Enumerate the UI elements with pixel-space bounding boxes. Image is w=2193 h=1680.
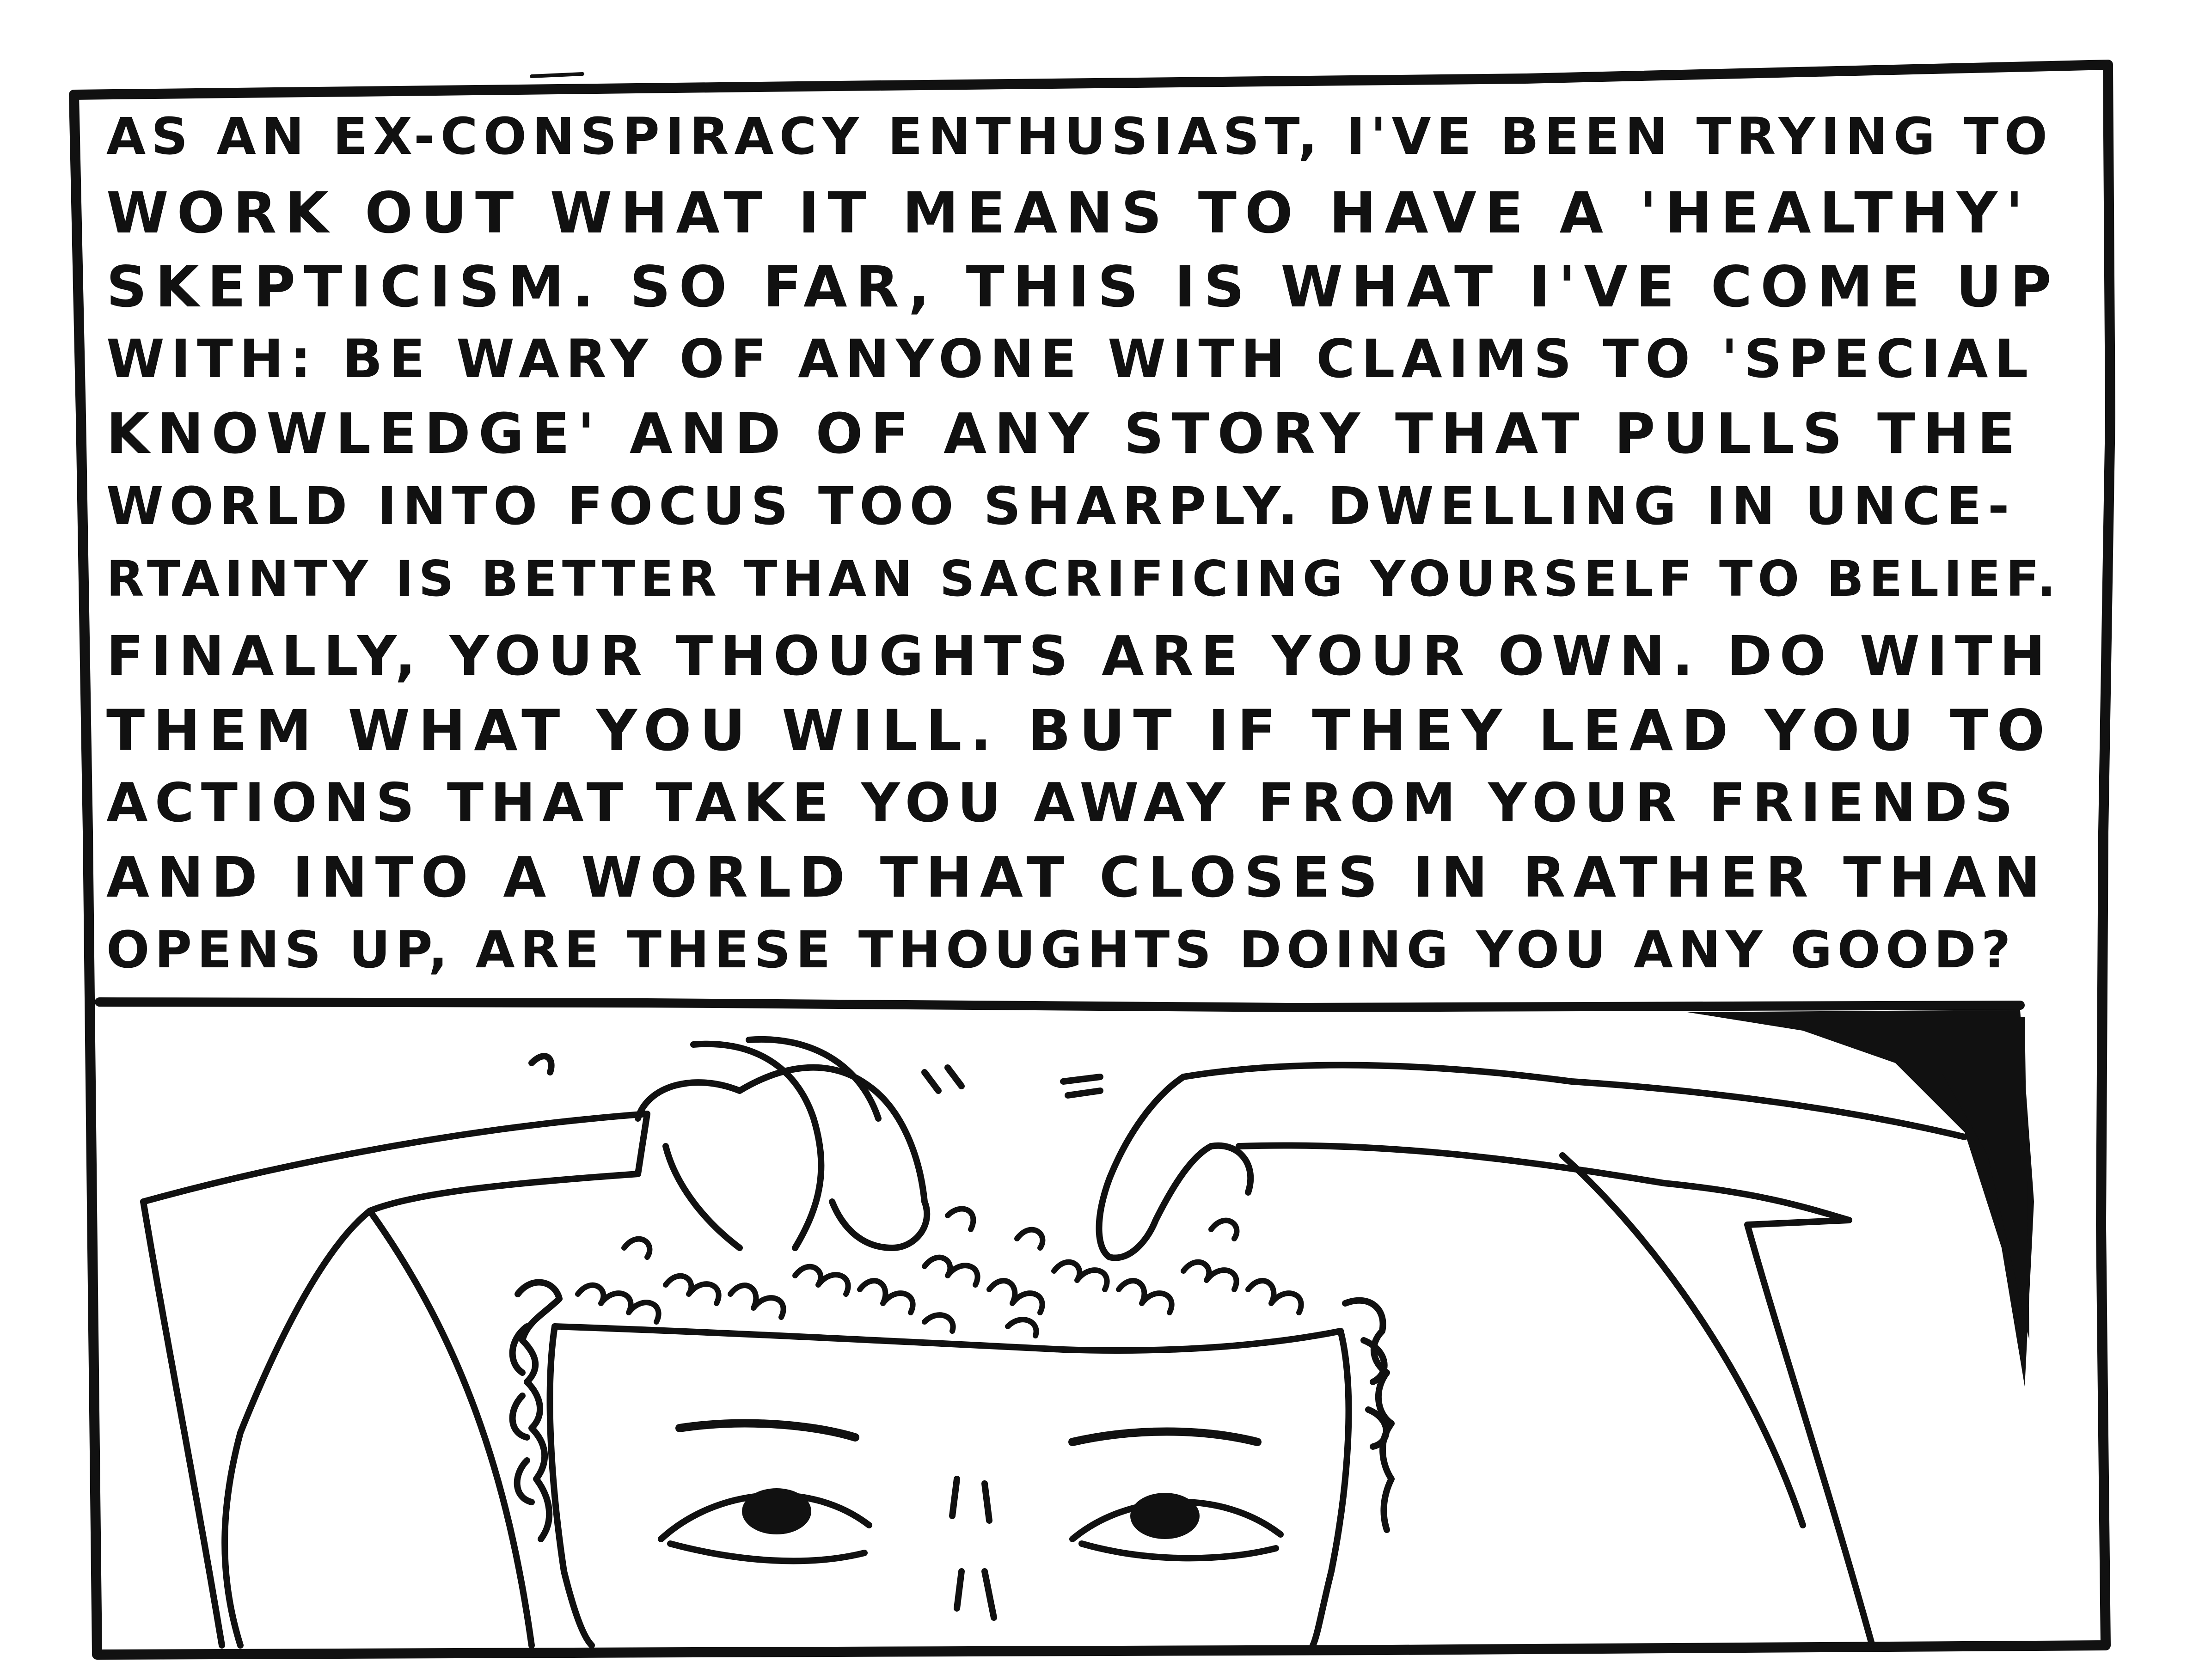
- pillow-left: [143, 1114, 647, 1645]
- caption-line-11: AND INTO A WORLD THAT CLOSES IN RATHER THAN: [106, 846, 2048, 910]
- caption-line-7: RTAINTY IS BETTER THAN SACRIFICING YOURSELF TO BELIEF.: [106, 550, 2061, 607]
- caption-line-2: WORK OUT WHAT IT MEANS TO HAVE A 'HEALTHY': [106, 180, 2032, 246]
- arm-right: [1183, 1065, 1965, 1137]
- caption-line-5: KNOWLEDGE' AND OF ANY STORY THAT PULLS THE: [106, 402, 2023, 466]
- caption-line-1: AS AN EX-CONSPIRACY ENTHUSIAST, I'VE BEEN TRYING TO: [106, 107, 2053, 166]
- head-cut-line: [555, 1326, 1341, 1350]
- caption-line-3: SKEPTICISM. SO FAR, THIS IS WHAT I'VE COME UP: [106, 254, 2060, 320]
- caption-line-12: OPENS UP, ARE THESE THOUGHTS DOING YOU ANY GOOD?: [106, 920, 2016, 979]
- face-right-side: [1313, 1331, 1348, 1645]
- eye-right-pupil: [1130, 1493, 1200, 1539]
- eye-left-pupil: [742, 1488, 811, 1534]
- caption-line-4: WITH: BE WARY OF ANYONE WITH CLAIMS TO 'SPECIAL: [106, 328, 2035, 390]
- brain-squiggles: [578, 1209, 1301, 1336]
- hair-right: [1345, 1301, 1391, 1530]
- hand-right: [1099, 1077, 1212, 1258]
- caption-line-10: ACTIONS THAT TAKE YOU AWAY FROM YOUR FRIENDS: [106, 772, 2020, 834]
- eyebrow-right: [1072, 1432, 1257, 1442]
- nose: [952, 1479, 994, 1618]
- face-left-side: [550, 1326, 592, 1645]
- hand-left: [638, 1068, 927, 1248]
- caption-line-6: WORLD INTO FOCUS TOO SHARPLY. DWELLING IN UNCE-: [106, 477, 2015, 537]
- eyebrow-left: [680, 1423, 855, 1437]
- caption-line-9: THEM WHAT YOU WILL. BUT IF THEY LEAD YOU TO: [106, 698, 2053, 764]
- caption-line-8: FINALLY, YOUR THOUGHTS ARE YOUR OWN. DO WITH: [106, 624, 2053, 688]
